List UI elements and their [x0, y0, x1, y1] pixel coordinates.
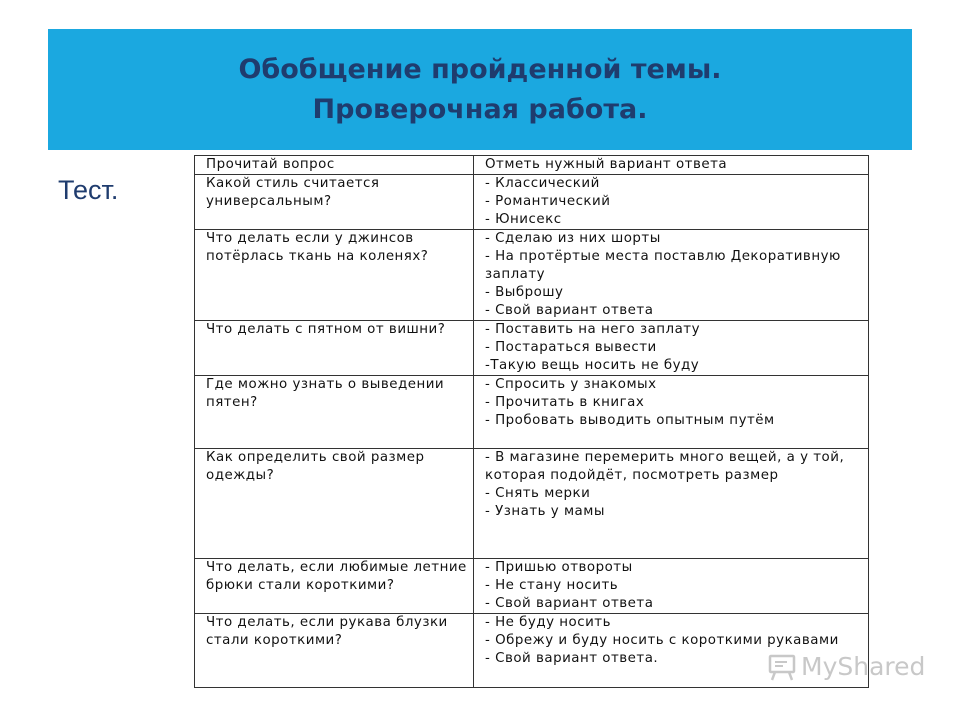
answer-option: - На протёртые места поставлю Декоративную заплату — [485, 249, 841, 282]
answer-option: - Юнисекс — [485, 212, 562, 227]
answer-option: - Пробовать выводить опытным путём — [485, 413, 775, 428]
table-row — [195, 230, 869, 321]
answer-option: - Сделаю из них шорты — [485, 231, 661, 246]
answer-option: - Свой вариант ответа — [485, 303, 654, 318]
answer-option: -Такую вещь носить не буду — [485, 358, 700, 373]
table-row — [195, 376, 869, 449]
answer-option: - Романтический — [485, 194, 611, 209]
answer-cell — [474, 449, 869, 559]
question-cell: Что делать, если любимые летние брюки стали короткими? — [195, 559, 474, 614]
answer-option: - Узнать у мамы — [485, 504, 605, 519]
answer-cell — [474, 230, 869, 321]
answer-option: - Выброшу — [485, 285, 564, 300]
question-cell: Где можно узнать о выведении пятен? — [195, 376, 474, 449]
chalkboard-icon — [767, 653, 797, 681]
answer-option: - Не буду носить — [485, 615, 611, 630]
answer-option: - Не стану носить — [485, 578, 619, 593]
answer-option: - Обрежу и буду носить с короткими рукавами — [485, 633, 839, 648]
answer-option: - Свой вариант ответа — [485, 596, 654, 611]
question-cell: Как определить свой размер одежды? — [195, 449, 474, 559]
question-cell: Что делать если у джинсов потёрлась ткань на коленях? — [195, 230, 474, 321]
table-row — [195, 449, 869, 559]
answer-option: - Постараться вывести — [485, 340, 657, 355]
watermark-text: MyShared — [801, 652, 926, 681]
answer-cell — [474, 175, 869, 230]
title-banner — [48, 29, 912, 150]
answer-cell — [474, 376, 869, 449]
answer-option: - Классический — [485, 176, 600, 191]
question-cell: Что делать с пятном от вишни? — [195, 321, 474, 376]
answer-option: - Поставить на него заплату — [485, 322, 701, 337]
title-line-1: Обобщение пройденной темы. — [238, 53, 722, 85]
watermark — [767, 652, 925, 681]
table-row — [195, 175, 869, 230]
header-question: Прочитай вопрос — [195, 156, 474, 175]
test-label: Тест. — [58, 175, 119, 205]
table-header-row — [195, 156, 869, 175]
table-row — [195, 559, 869, 614]
answer-option: - Прочитать в книгах — [485, 395, 645, 410]
answer-option: - В магазине перемерить много вещей, а у той, которая подойдёт, посмотреть размер — [485, 450, 845, 483]
answer-option: - Снять мерки — [485, 486, 591, 501]
question-cell: Какой стиль считается универсальным? — [195, 175, 474, 230]
answer-option: - Свой вариант ответа. — [485, 651, 659, 666]
answer-option: - Пришью отвороты — [485, 560, 633, 575]
title-line-2: Проверочная работа. — [312, 93, 648, 125]
answer-cell — [474, 559, 869, 614]
table-row — [195, 321, 869, 376]
header-answer: Отметь нужный вариант ответа — [474, 156, 869, 175]
question-cell: Что делать, если рукава блузки стали короткими? — [195, 614, 474, 688]
answer-cell — [474, 321, 869, 376]
quiz-table — [194, 155, 869, 688]
answer-option: - Спросить у знакомых — [485, 377, 657, 392]
